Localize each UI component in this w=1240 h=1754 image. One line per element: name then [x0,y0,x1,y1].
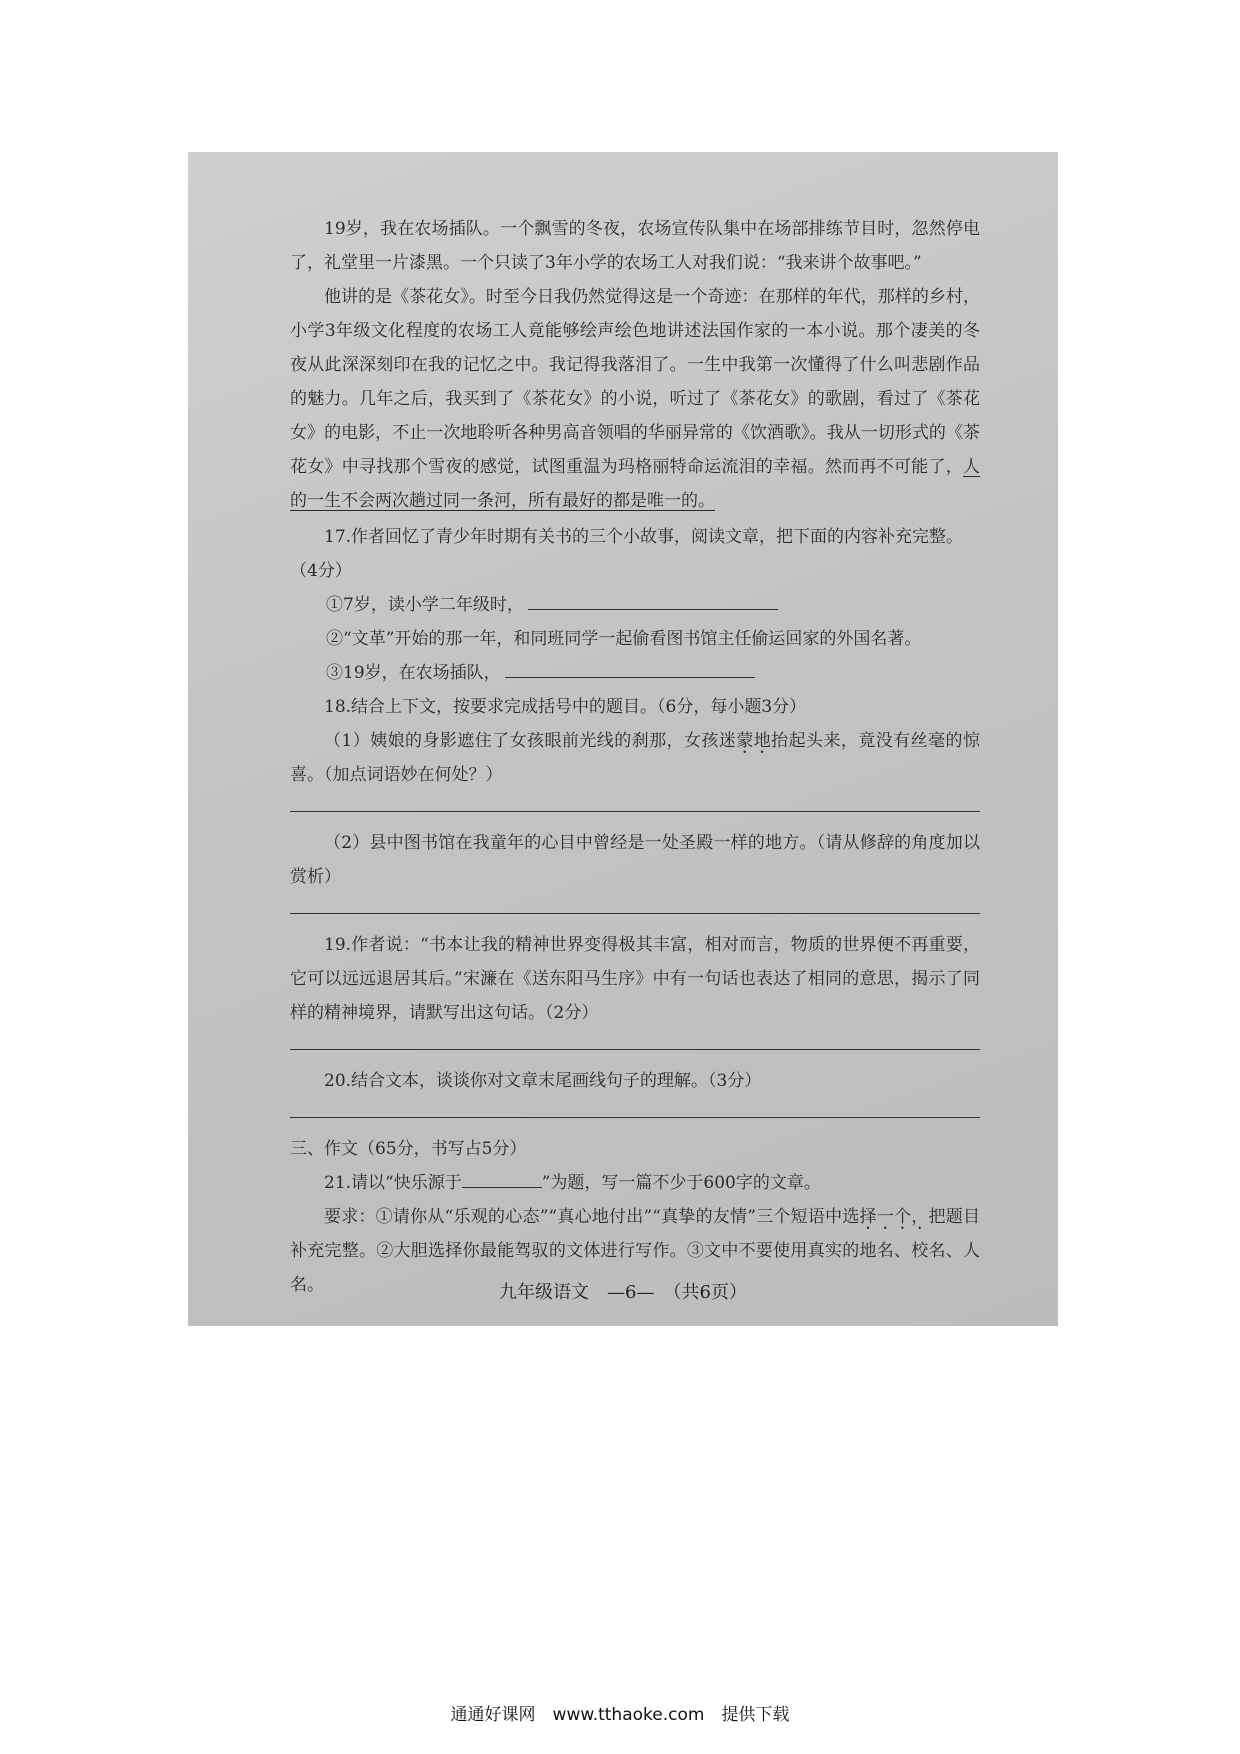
answer-blank-17-3[interactable] [505,657,755,678]
question-21-stem [290,1166,980,1200]
question-18-sub-2: （2）县中图书馆在我童年的心目中曾经是一处圣殿一样的地方。（请从修辞的角度加以赏析） [290,833,980,887]
dotted-char: 蒙 [736,731,754,751]
question-17-item-3 [290,656,980,690]
title-blank[interactable] [462,1167,542,1188]
passage-paragraph-2 [290,280,980,518]
dotted-char: 选 [842,1207,860,1227]
question-20: 20.结合文本，谈谈你对文章末尾画线句子的理解。（3分） [324,1071,762,1091]
underlined-sentence: 人的一生不会两次趟过同一条河，所有最好的都是唯一的。 [290,457,980,511]
answer-line-20[interactable] [290,1116,980,1118]
scanned-exam-page [188,152,1058,1326]
question-21-stem-post: ”为题，写一篇不少于600字的文章。 [541,1173,821,1193]
question-17-item-2: ②“文革”开始的那一年，和同班同学一起偷看图书馆主任偷运回家的外国名著。 [326,629,922,649]
section-3-heading: 三、作文（65分，书写占5分） [290,1139,527,1159]
answer-line-18-2[interactable] [290,912,980,914]
question-21-stem-pre: 21.请以“快乐源于 [324,1173,462,1193]
question-19: 19.作者说：“书本让我的精神世界变得极其丰富，相对而言，物质的世界便不再重要，它可以远远退居其后。”宋濂在《送东阳马生序》中有一句话也表达了相同的意思，揭示了同样的精神境界，请默写出这句话。（2分） [290,935,980,1023]
page-footer: 九年级语文 —6— （共6页） [499,1282,747,1303]
dotted-char: 迷 [718,731,737,751]
dotted-char: 一 [876,1207,895,1227]
question-18-stem: 18.结合上下文，按要求完成括号中的题目。（6分，每小题3分） [324,697,807,717]
question-17-item-3-text: ③19岁，在农场插队， [326,663,501,683]
answer-blank-17-1[interactable] [528,589,778,610]
passage-paragraph-2-text: 他讲的是《茶花女》。时至今日我仍然觉得这是一个奇迹：在那样的年代，那样的乡村，小学3年级文化程度的农场工人竟能够绘声绘色地讲述法国作家的一本小说。那个凄美的冬夜从此深深刻印在我的记忆之中。我记得我落泪了。一生中我第一次懂得了什么叫悲剧作品的魅力。几年之后，我买到了《茶花女》的小说，听过了《茶花女》的歌剧，看过了《茶花女》的电影，不止一次地聆听各种男高音领唱的华丽异常的《饮酒歌》。我从一切形式的《茶花女》中寻找那个雪夜的感觉，试图重温为玛格丽特命运流泪的幸福。然而再不可能了， [290,287,980,477]
requirements-post: ，把题目补充完整。②大胆选择你最能驾驭的文体进行写作。③文中不要使用真实的地名、校名、人名。 [290,1207,980,1295]
question-17-stem: 17.作者回忆了青少年时期有关书的三个小故事，阅读文章，把下面的内容补充完整。（4分） [290,527,964,581]
requirements-pre: 要求：①请你从“乐观的心态”“真心地付出”“真挚的友情”三个短语中 [324,1207,843,1227]
question-17-item-1-text: ①7岁，读小学二年级时， [326,595,524,615]
answer-line-18-1[interactable] [290,810,980,812]
dotted-char: 择 [859,1207,877,1227]
question-17-item-1 [290,588,980,622]
site-credit: 通通好课网 www.tthaoke.com 提供下载 [450,1705,790,1725]
question-18-sub-1 [290,724,980,792]
passage-paragraph-1: 19岁，我在农场插队。一个飘雪的冬夜，农场宣传队集中在场部排练节目时，忽然停电了，礼堂里一片漆黑。一个只读了3年小学的农场工人对我们说：“我来讲个故事吧。” [290,219,980,273]
answer-line-19[interactable] [290,1048,980,1050]
question-18-sub-1-pre: （1）姨娘的身影遮住了女孩眼前光线的刹那，女孩 [324,731,719,751]
dotted-char: 个 [894,1207,912,1227]
question-18-sub-1-post: 地抬起头来，竟没有丝毫的惊喜。（加点词语妙在何处？） [290,731,980,785]
